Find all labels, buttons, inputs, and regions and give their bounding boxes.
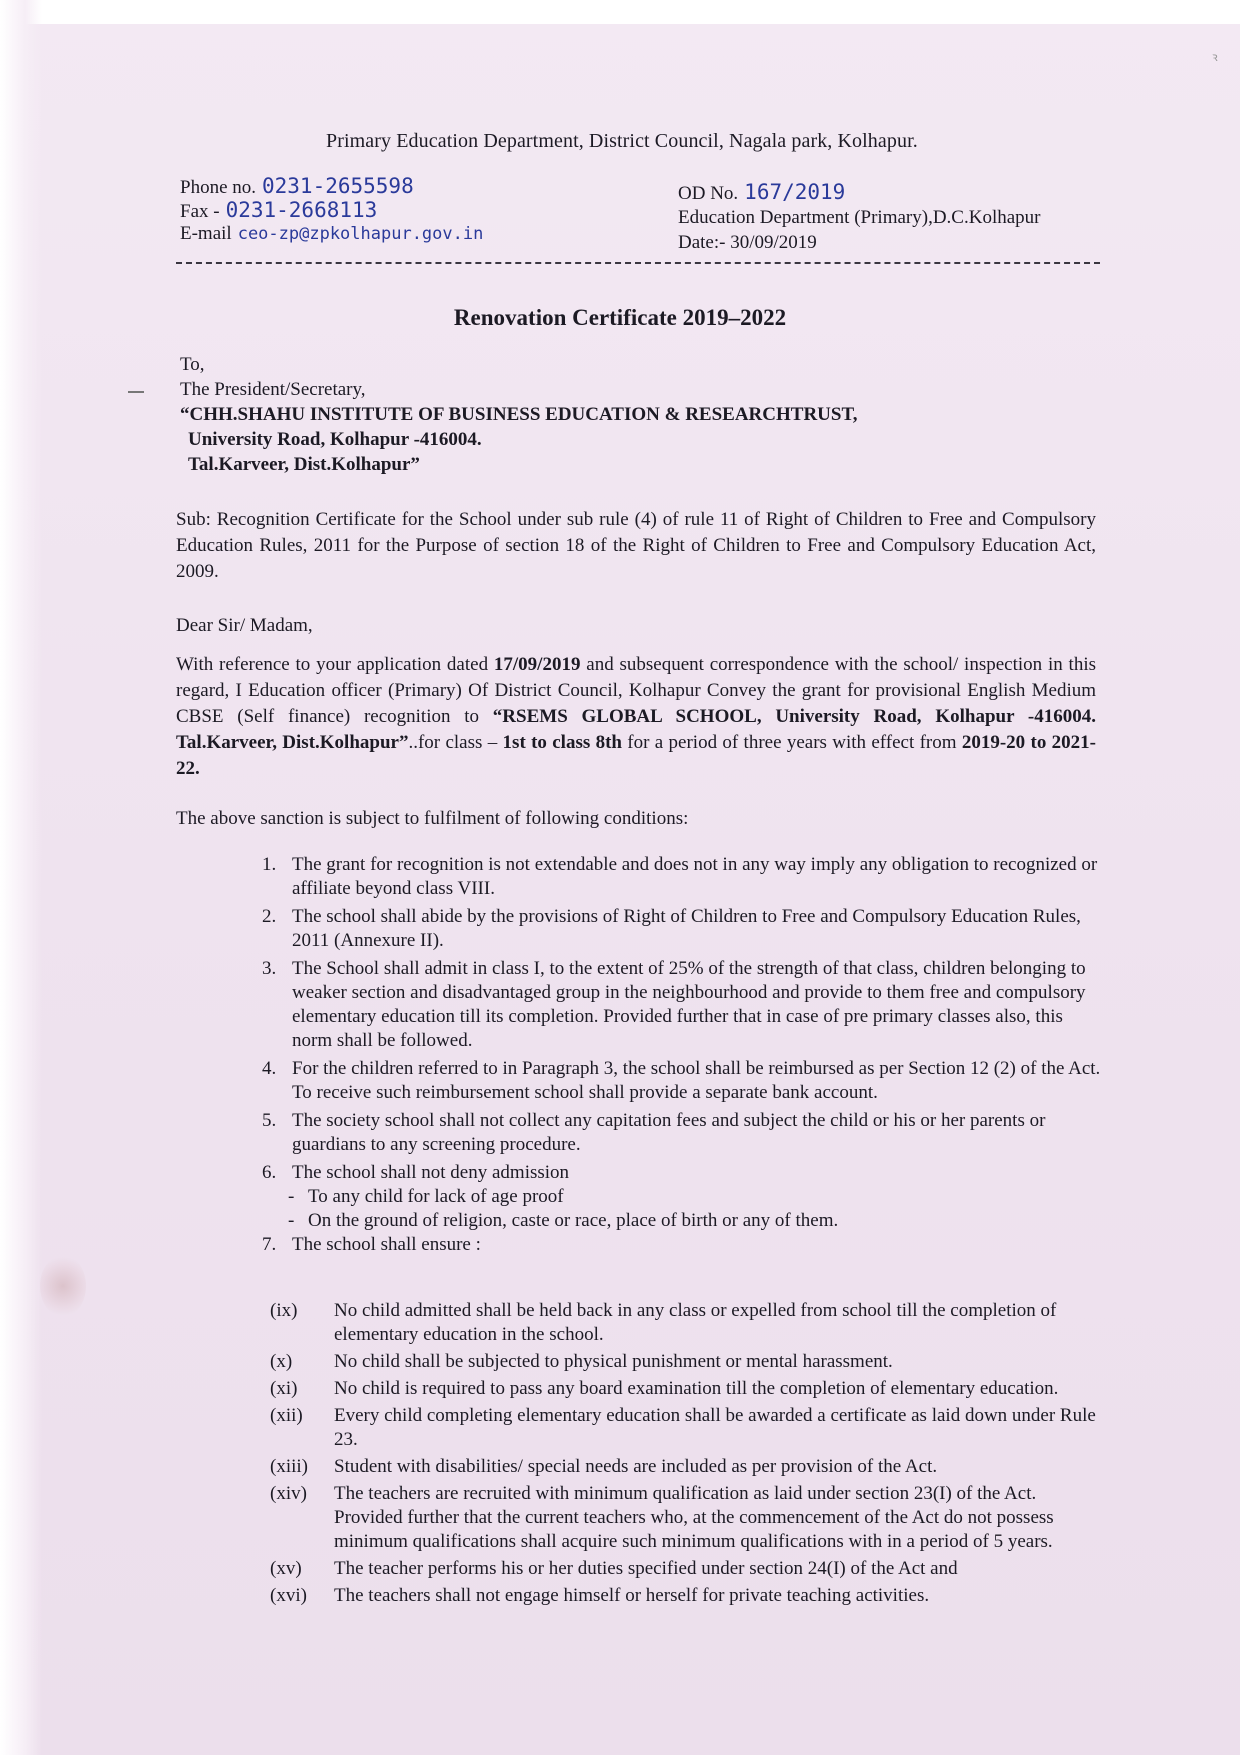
condition-number: 7. — [262, 1234, 277, 1255]
ensure-item — [270, 1377, 1100, 1401]
condition-item — [262, 905, 1102, 953]
ensure-text: The teachers shall not engage himself or herself for private teaching activities. — [334, 1585, 930, 1606]
ensure-item — [270, 1404, 1100, 1452]
condition-item — [262, 957, 1102, 1053]
condition-number: 5. — [262, 1110, 277, 1131]
ensure-text: No child shall be subjected to physical punishment or mental harassment. — [334, 1351, 893, 1372]
condition-item — [262, 853, 1102, 901]
conditions-list — [262, 853, 1102, 1261]
phone-row — [180, 174, 483, 198]
ensure-item — [270, 1557, 1100, 1581]
ensure-text: The teachers are recruited with minimum qualification as laid under section 23(I) of the Act. Provided further that the current teachers who, at the commencement of the Act do not possess minimum qualifications shall acquire such minimum qualifications with in a period of 5 years. — [334, 1483, 1054, 1552]
email-value: ceo-zp@zpkolhapur.gov.in — [237, 224, 484, 244]
certificate-title: Renovation Certificate 2019–2022 — [453, 305, 787, 330]
email-label: E-mail — [180, 223, 232, 244]
email-row — [180, 222, 483, 246]
department-header: Primary Education Department, District Council, Nagala park, Kolhapur. — [326, 130, 918, 152]
ref-text-4: for a period of three years with effect from — [621, 732, 962, 753]
ensure-text: No child is required to pass any board examination till the completion of elementary education. — [334, 1378, 1059, 1399]
ensure-number: (xii) — [270, 1405, 303, 1426]
margin-mark — [128, 391, 144, 393]
ensure-text: The teacher performs his or her duties specified under section 24(I) of the Act and — [334, 1558, 958, 1579]
fax-label: Fax - — [180, 201, 220, 222]
ensure-number: (ix) — [270, 1300, 298, 1321]
condition-text: The School shall admit in class I, to the extent of 25% of the strength of that class, children belonging to weaker section and disadvantaged group in the neighbourhood and provide to them free and compulsory elementary education till its completion. Provided further that in case of pre primary classes also, this norm shall be followed. — [292, 958, 1086, 1051]
condition-number: 1. — [262, 854, 277, 875]
ensure-number: (xvi) — [270, 1585, 307, 1606]
ensure-number: (xiii) — [270, 1456, 308, 1477]
school-name: “RSEMS GLOBAL SCHOOL, University Road, Kolhapur -416004. Tal.Karveer, Dist.Kolhapur” — [176, 706, 1097, 753]
ensure-item — [270, 1584, 1100, 1608]
reference-block — [678, 180, 1040, 255]
condition-text: The school shall not deny admission — [292, 1162, 570, 1183]
class-range: 1st to class 8th — [502, 732, 622, 753]
ensure-number: (x) — [270, 1351, 293, 1372]
subject-paragraph: Sub: Recognition Certificate for the School under sub rule (4) of rule 11 of Right of Children to Free and Compulsory Education Rules, 2011 for the Purpose of section 18 of the Right of Children to Free and Compulsory Education Act, 2009. — [176, 509, 1096, 582]
header-divider — [176, 262, 1100, 264]
issue-date: Date:- 30/09/2019 — [678, 232, 817, 253]
condition-item — [262, 1161, 1102, 1185]
ensure-item — [270, 1299, 1100, 1347]
bullet-text: To any child for lack of age proof — [308, 1186, 564, 1207]
condition-number: 3. — [262, 958, 277, 979]
ensure-item — [270, 1350, 1100, 1374]
contact-block — [180, 174, 483, 246]
ref-text-2: and subsequent correspondence with the school/ inspection in this regard, I Education officer (Primary) Of District Council, Kolhapur Convey the grant for provisional English Medium CBSE (Self finance) recognition to — [176, 654, 1096, 727]
reference-paragraph — [176, 652, 1096, 782]
scan-top-edge — [0, 0, 1240, 24]
condition-text: For the children referred to in Paragraph 3, the school shall be reimbursed as per Section 12 (2) of the Act. To receive such reimbursement school shall provide a separate bank account. — [292, 1058, 1101, 1103]
condition-item — [262, 1109, 1102, 1157]
fax-row — [180, 198, 483, 222]
application-date: 17/09/2019 — [493, 654, 581, 675]
bullet-text: On the ground of religion, caste or race, place of birth or any of them. — [308, 1210, 839, 1231]
issuer: Education Department (Primary),D.C.Kolhapur — [678, 207, 1041, 228]
condition-text: The grant for recognition is not extendable and does not in any way imply any obligation to recognized or affiliate beyond class VIII. — [292, 854, 1098, 899]
address-recipient: The President/Secretary, — [180, 379, 366, 400]
address-to: To, — [180, 354, 205, 375]
ensure-number: (xv) — [270, 1558, 302, 1579]
ref-text-3: ..for class – — [408, 732, 503, 753]
greeting: Dear Sir/ Madam, — [176, 615, 313, 636]
ref-text-1: With reference to your application dated — [176, 654, 494, 675]
bullet-dash: - — [288, 1186, 295, 1207]
validity-period: 2019-20 to 2021-22. — [176, 732, 1096, 779]
corner-mark: ꝛ — [1212, 50, 1218, 64]
ensure-number: (xi) — [270, 1378, 298, 1399]
phone-label: Phone no. — [180, 177, 256, 198]
condition-item — [262, 1057, 1102, 1105]
paper-stain — [40, 1255, 86, 1317]
ensure-list — [270, 1299, 1100, 1611]
fax-value: 0231-2668113 — [225, 198, 378, 222]
condition-item — [262, 1233, 1102, 1257]
scan-left-edge — [0, 0, 42, 1755]
od-value: 167/2019 — [744, 180, 846, 204]
condition-text: The society school shall not collect any capitation fees and subject the child or his or her parents or guardians to any screening procedure. — [292, 1110, 1046, 1155]
ensure-item — [270, 1482, 1100, 1554]
condition-number: 6. — [262, 1162, 277, 1183]
ensure-text: Every child completing elementary education shall be awarded a certificate as laid down under Rule 23. — [334, 1405, 1096, 1450]
admission-bullet — [262, 1209, 1102, 1233]
ensure-number: (xiv) — [270, 1483, 307, 1504]
admission-bullet — [262, 1185, 1102, 1209]
address-line-1: “CHH.SHAHU INSTITUTE OF BUSINESS EDUCATION & RESEARCHTRUST, — [180, 404, 858, 425]
conditions-intro: The above sanction is subject to fulfilment of following conditions: — [176, 808, 689, 829]
address-block — [180, 352, 857, 477]
phone-value: 0231-2655598 — [262, 174, 414, 198]
od-row — [678, 180, 1040, 205]
ensure-item — [270, 1455, 1100, 1479]
ensure-text: Student with disabilities/ special needs are included as per provision of the Act. — [334, 1456, 938, 1477]
od-label: OD No. — [678, 183, 739, 204]
condition-number: 4. — [262, 1058, 277, 1079]
condition-text: The school shall abide by the provisions of Right of Children to Free and Compulsory Education Rules, 2011 (Annexure II). — [292, 906, 1081, 951]
condition-text: The school shall ensure : — [292, 1234, 481, 1255]
address-line-3: Tal.Karveer, Dist.Kolhapur” — [188, 454, 420, 475]
bullet-dash: - — [288, 1210, 295, 1231]
condition-number: 2. — [262, 906, 277, 927]
address-line-2: University Road, Kolhapur -416004. — [188, 429, 482, 450]
ensure-text: No child admitted shall be held back in any class or expelled from school till the completion of elementary education in the school. — [334, 1300, 1057, 1345]
